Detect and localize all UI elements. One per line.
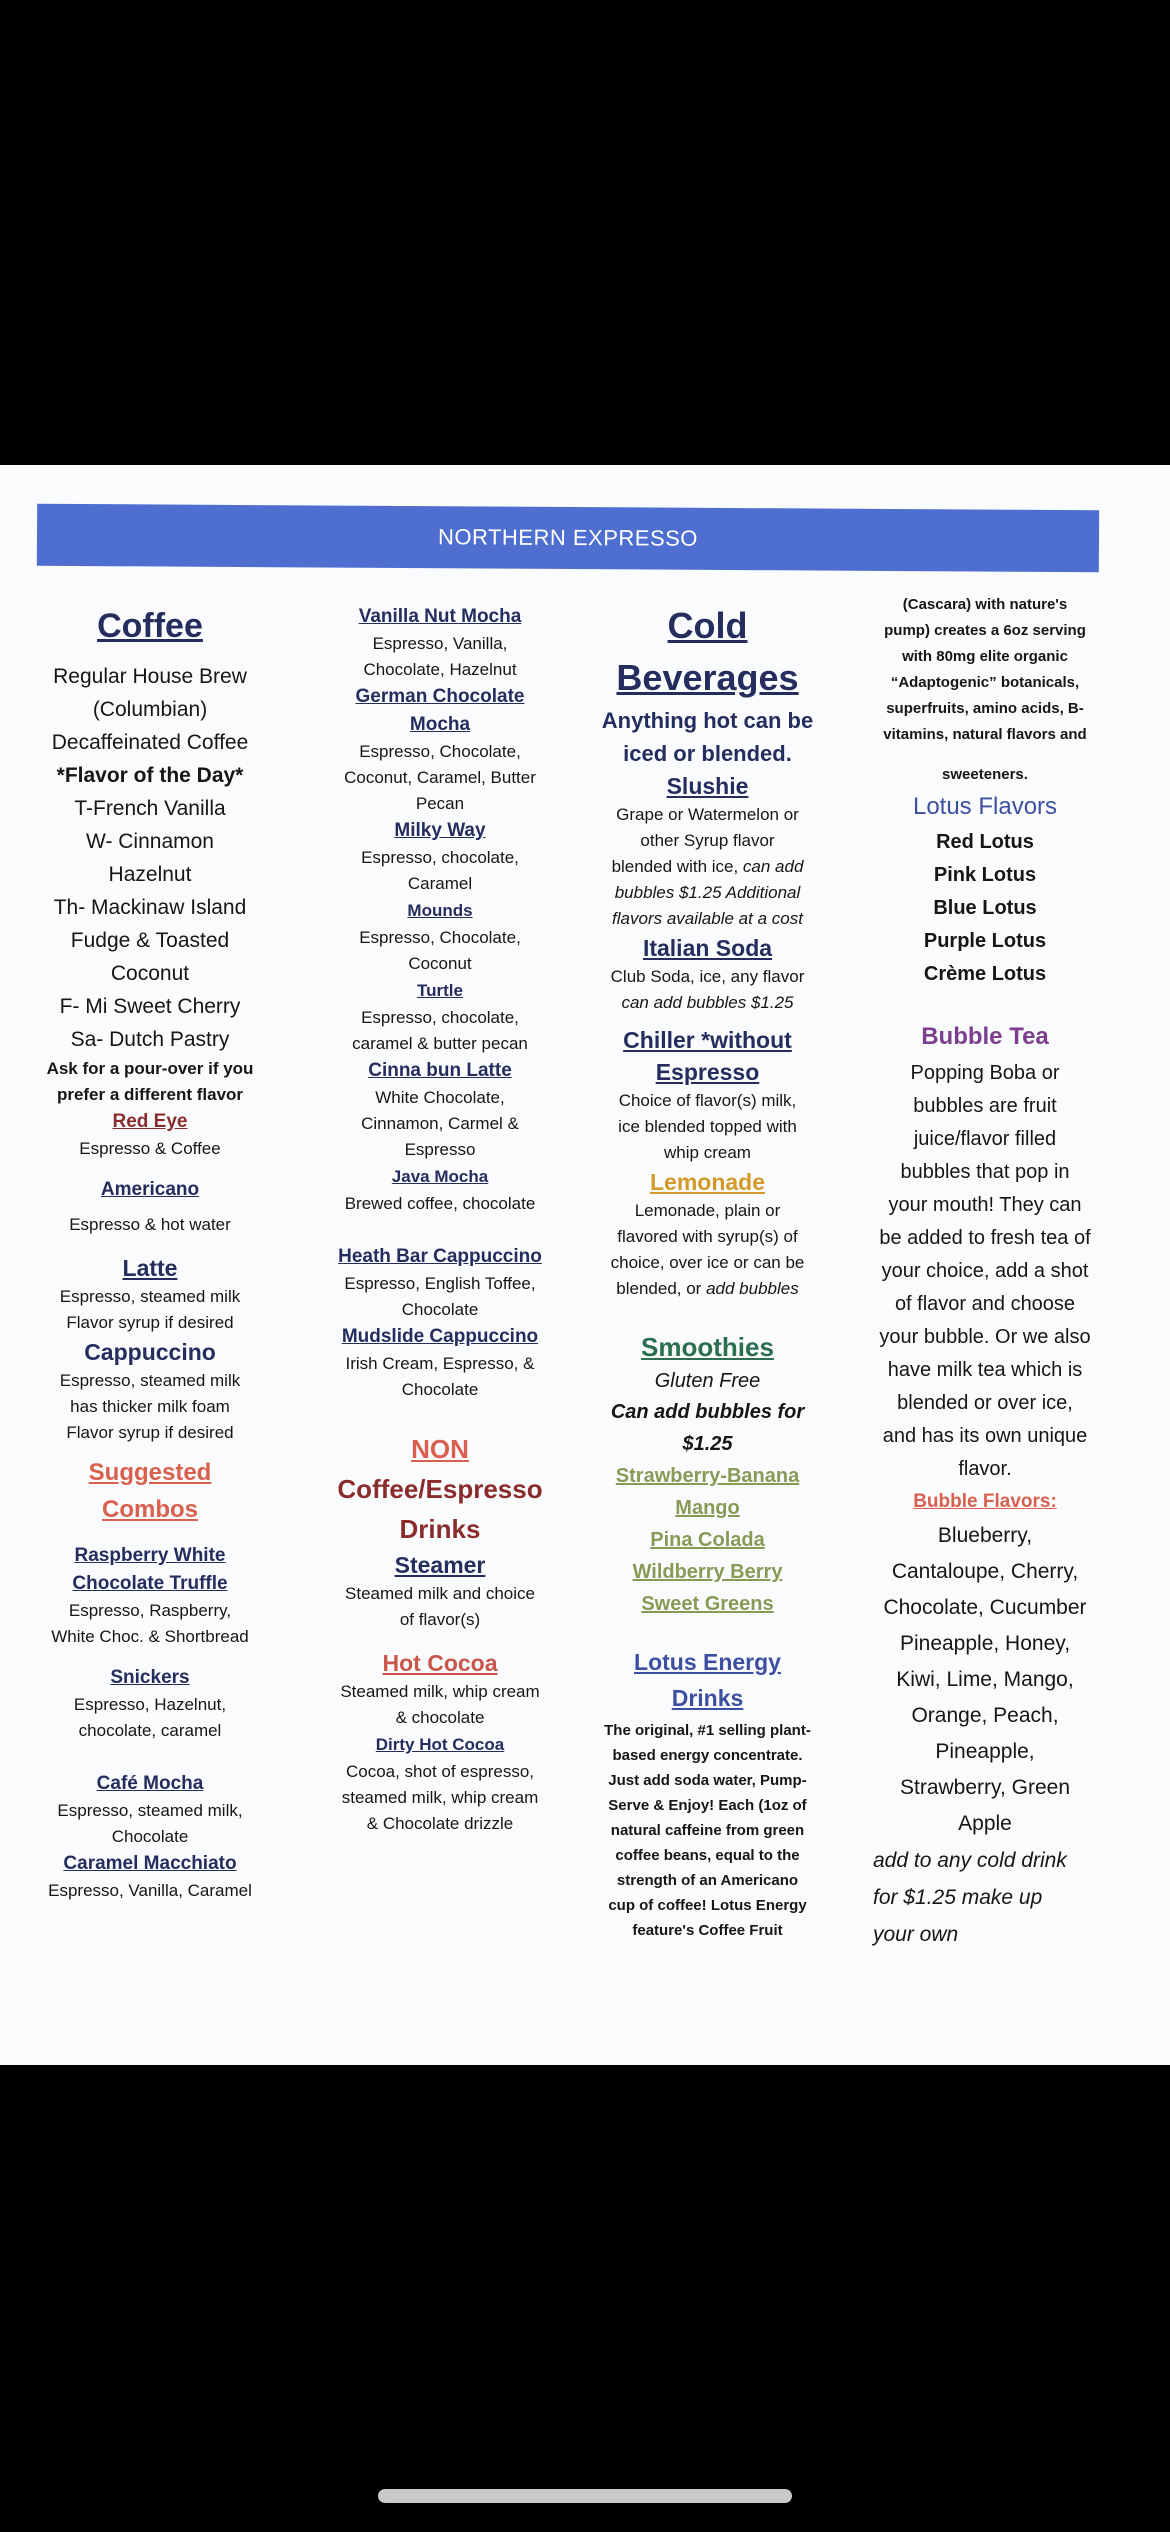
coffee-item: T-French Vanilla	[74, 797, 226, 820]
combos-heading: Combos	[102, 1496, 198, 1523]
item-desc: Brewed coffee, chocolate	[344, 1194, 536, 1213]
coffee-item: F- Mi Sweet Cherry	[59, 995, 241, 1018]
item-desc: Irish Cream, Espresso, &	[345, 1354, 535, 1373]
coffee-item: Sa- Dutch Pastry	[70, 1028, 230, 1051]
item-desc-part: blended with ice,	[611, 857, 739, 876]
column-lotus-bubble-tea	[865, 592, 1105, 1953]
bubble-flavor: Pineapple,	[935, 1740, 1035, 1763]
lotus-desc: Just add soda water, Pump-	[608, 1772, 807, 1789]
item-desc: caramel & butter pecan	[352, 1034, 528, 1053]
lotus-desc: feature's Coffee Fruit	[632, 1922, 783, 1939]
bubble-desc: have milk tea which is	[887, 1359, 1083, 1381]
bubble-desc: bubbles that pop in	[900, 1161, 1070, 1183]
bubble-desc: be added to fresh tea of	[879, 1227, 1091, 1249]
coffee-item: Decaffeinated Coffee	[51, 731, 249, 754]
non-coffee-heading: Coffee/Espresso	[337, 1474, 543, 1504]
smoothies-note: $1.25	[682, 1433, 733, 1455]
item-desc: Espresso, Hazelnut,	[73, 1695, 227, 1714]
item-desc: bubbles $1.25 Additional	[614, 883, 801, 902]
item-desc: Espresso, English Toffee,	[344, 1274, 536, 1293]
lotus-desc: natural caffeine from green	[610, 1822, 805, 1839]
item-title: German Chocolate	[355, 686, 525, 707]
item-title: Vanilla Nut Mocha	[358, 606, 522, 627]
item-title: Steamer	[394, 1552, 486, 1578]
coffee-item: W- Cinnamon	[86, 830, 214, 853]
bubble-desc: your mouth! They can	[888, 1194, 1082, 1216]
item-title: Snickers	[110, 1667, 190, 1688]
lotus-heading: Lotus Energy	[634, 1649, 781, 1675]
item-desc: Pecan	[415, 794, 465, 813]
cascara-desc: sweeteners.	[942, 766, 1028, 783]
item-desc: Choice of flavor(s) milk,	[618, 1091, 797, 1110]
lotus-flavor: Purple Lotus	[923, 930, 1047, 952]
bubble-flavor: Pineapple, Honey,	[899, 1632, 1071, 1655]
cascara-desc: “Adaptogenic” botanicals,	[890, 674, 1080, 691]
cold-subheading: Anything hot can be	[601, 708, 814, 733]
item-desc: Flavor syrup if desired	[66, 1313, 234, 1332]
combos-heading: Suggested	[88, 1459, 212, 1486]
item-desc: Espresso, chocolate,	[361, 1008, 519, 1027]
item-desc: & chocolate	[395, 1708, 485, 1727]
bubble-flavors-heading: Bubble Flavors:	[913, 1491, 1057, 1512]
lotus-desc: The original, #1 selling plant-	[604, 1722, 811, 1739]
item-title: Caramel Macchiato	[63, 1853, 237, 1874]
bubble-flavor: Apple	[958, 1812, 1012, 1835]
item-desc: Espresso, Raspberry,	[68, 1601, 232, 1620]
item-desc: whip cream	[664, 1143, 751, 1162]
coffee-heading: Coffee	[97, 607, 203, 645]
coffee-item: *Flavor of the Day*	[56, 764, 244, 787]
item-title: Lemonade	[649, 1169, 766, 1195]
cold-heading: Cold	[667, 605, 748, 646]
item-title: Heath Bar Cappuccino	[338, 1246, 542, 1267]
cascara-desc: pump) creates a 6oz serving	[884, 622, 1086, 639]
lotus-desc: strength of an Americano	[616, 1872, 799, 1889]
item-desc: ice blended topped with	[618, 1117, 797, 1136]
bubble-desc: and has its own unique	[882, 1425, 1088, 1447]
item-title: Mudslide Cappuccino	[341, 1326, 539, 1347]
item-desc: Chocolate	[401, 1380, 479, 1399]
bubble-desc: your bubble. Or we also	[879, 1326, 1091, 1348]
item-desc: Steamed milk, whip cream	[340, 1682, 540, 1701]
item-desc: Espresso & Coffee	[79, 1139, 221, 1158]
item-title: Slushie	[666, 773, 749, 799]
item-title: Chiller *without	[623, 1027, 792, 1053]
cascara-desc: vitamins, natural flavors and	[883, 726, 1087, 743]
cold-heading: Beverages	[616, 657, 799, 698]
item-title: Italian Soda	[642, 935, 773, 961]
item-desc: Chocolate, Hazelnut	[363, 660, 517, 679]
bubble-desc: Popping Boba or	[910, 1062, 1060, 1084]
coffee-item: Hazelnut	[108, 863, 192, 886]
bubble-flavor: Cantaloupe, Cherry,	[891, 1560, 1079, 1583]
item-desc: flavors available at a cost	[612, 909, 803, 928]
item-desc: Espresso, steamed milk	[59, 1287, 241, 1306]
item-desc: can add bubbles $1.25	[621, 993, 794, 1012]
bubble-desc: bubbles are fruit	[913, 1095, 1057, 1117]
item-desc: White Chocolate,	[375, 1088, 505, 1107]
item-desc: Espresso, chocolate,	[361, 848, 519, 867]
item-desc: Chocolate	[401, 1300, 479, 1319]
item-desc: choice, over ice or can be	[610, 1253, 805, 1272]
smoothie-flavor: Strawberry-Banana	[615, 1465, 800, 1487]
lotus-desc: coffee beans, equal to the	[615, 1847, 800, 1864]
item-desc: Cocoa, shot of espresso,	[345, 1762, 535, 1781]
item-desc	[590, 1276, 825, 1302]
bubble-flavor: Blueberry,	[937, 1524, 1033, 1547]
pour-over-note: Ask for a pour-over if you	[46, 1059, 254, 1078]
pour-over-note: prefer a different flavor	[56, 1085, 244, 1104]
item-title: Latte	[122, 1255, 178, 1281]
bubble-flavor: Strawberry, Green	[900, 1776, 1070, 1799]
lotus-heading: Drinks	[671, 1685, 744, 1711]
item-desc: Espresso	[404, 1140, 476, 1159]
smoothie-flavor: Mango	[675, 1497, 740, 1519]
item-title: Mounds	[407, 901, 473, 920]
item-desc: Flavor syrup if desired	[66, 1423, 234, 1442]
item-title: Raspberry White	[74, 1545, 226, 1566]
item-desc: Espresso & hot water	[69, 1215, 231, 1234]
column-cold-beverages	[590, 600, 825, 1943]
coffee-item: Regular House Brew	[53, 665, 247, 688]
item-title: Café Mocha	[96, 1773, 204, 1794]
item-desc: White Choc. & Shortbread	[51, 1627, 249, 1646]
item-title: Espresso	[655, 1059, 760, 1085]
item-desc: chocolate, caramel	[78, 1721, 222, 1740]
item-desc: Espresso, Chocolate,	[359, 742, 521, 761]
bubble-desc: of flavor and choose	[894, 1293, 1076, 1315]
cascara-desc: (Cascara) with nature's	[902, 596, 1068, 613]
item-desc: Coconut, Caramel, Butter	[344, 768, 536, 787]
smoothie-flavor: Wildberry Berry	[632, 1561, 783, 1583]
home-indicator[interactable]	[378, 2489, 792, 2503]
smoothies-heading: Smoothies	[641, 1332, 774, 1362]
bubble-desc: juice/flavor filled	[913, 1128, 1057, 1150]
item-desc: flavored with syrup(s) of	[617, 1227, 798, 1246]
item-desc: Cinnamon, Carmel &	[361, 1114, 519, 1133]
item-desc: Lemonade, plain or	[634, 1201, 781, 1220]
item-desc: of flavor(s)	[399, 1610, 481, 1629]
smoothie-flavor: Pina Colada	[650, 1529, 765, 1551]
bubble-tea-heading: Bubble Tea	[921, 1023, 1049, 1050]
lotus-desc: based energy concentrate.	[612, 1747, 803, 1764]
lotus-flavor: Blue Lotus	[933, 897, 1037, 919]
bubble-desc: blended or over ice,	[897, 1392, 1073, 1414]
item-title: Milky Way	[394, 820, 486, 841]
item-desc: other Syrup flavor	[640, 831, 775, 850]
item-title: Americano	[100, 1179, 200, 1200]
lotus-desc: cup of coffee! Lotus Energy	[608, 1897, 807, 1914]
item-title: Hot Cocoa	[382, 1650, 498, 1676]
item-desc	[590, 854, 825, 880]
column-mochas	[320, 603, 560, 1837]
item-desc: Caramel	[407, 874, 473, 893]
item-title: Turtle	[417, 981, 463, 1000]
bubble-flavor: Orange, Peach,	[911, 1704, 1059, 1727]
menu-page	[0, 465, 1170, 2065]
item-title: Cinna bun Latte	[368, 1060, 512, 1081]
cascara-desc: with 80mg elite organic	[902, 648, 1068, 665]
add-note: add to any cold drink	[873, 1849, 1067, 1872]
item-desc: & Chocolate drizzle	[366, 1814, 514, 1833]
coffee-item: (Columbian)	[92, 698, 208, 721]
coffee-item: Th- Mackinaw Island	[53, 896, 247, 919]
item-title: Java Mocha	[391, 1167, 489, 1186]
lotus-flavors-heading: Lotus Flavors	[912, 793, 1058, 820]
coffee-item: Coconut	[110, 962, 190, 985]
item-title: Chocolate Truffle	[72, 1573, 228, 1594]
lotus-flavor: Crème Lotus	[923, 963, 1047, 985]
lotus-desc: Serve & Enjoy! Each (1oz of	[608, 1797, 807, 1814]
non-coffee-heading: NON	[411, 1434, 469, 1464]
item-desc: has thicker milk foam	[70, 1397, 230, 1416]
cold-subheading: iced or blended.	[623, 741, 792, 766]
smoothies-note: Can add bubbles for	[610, 1401, 805, 1423]
menu-banner: NORTHERN EXPRESSO	[37, 504, 1099, 572]
item-title: Dirty Hot Cocoa	[375, 1735, 505, 1754]
non-coffee-heading: Drinks	[399, 1514, 481, 1544]
item-desc: Coconut	[408, 954, 472, 973]
item-desc: Espresso, steamed milk,	[57, 1801, 243, 1820]
add-note: your own	[873, 1923, 959, 1946]
cascara-desc: superfruits, amino acids, B-	[886, 700, 1084, 717]
bubble-flavor: Kiwi, Lime, Mango,	[896, 1668, 1074, 1691]
item-desc: Steamed milk and choice	[345, 1584, 535, 1603]
coffee-item: Fudge & Toasted	[70, 929, 230, 952]
item-desc-part: can add	[738, 857, 804, 876]
column-coffee	[30, 600, 270, 1904]
item-desc: steamed milk, whip cream	[341, 1788, 539, 1807]
item-title: Mocha	[409, 714, 471, 735]
bubble-desc: flavor.	[958, 1458, 1012, 1480]
item-desc: Espresso, Vanilla, Caramel	[48, 1881, 252, 1900]
item-title: Red Eye	[112, 1111, 188, 1132]
item-desc: Espresso, Chocolate,	[359, 928, 521, 947]
add-note: for $1.25 make up	[873, 1886, 1043, 1909]
lotus-flavor: Red Lotus	[936, 831, 1034, 853]
smoothie-flavor: Sweet Greens	[641, 1593, 774, 1615]
item-desc: Espresso, Vanilla,	[372, 634, 508, 653]
item-desc-part: blended, or	[616, 1279, 702, 1298]
item-desc: Espresso, steamed milk	[59, 1371, 241, 1390]
smoothies-subheading: Gluten Free	[654, 1370, 761, 1392]
item-desc: Grape or Watermelon or	[616, 805, 799, 824]
item-desc-part: add bubbles	[701, 1279, 799, 1298]
item-desc: Club Soda, ice, any flavor	[610, 967, 805, 986]
item-desc: Chocolate	[111, 1827, 189, 1846]
bubble-flavor: Chocolate, Cucumber	[883, 1596, 1087, 1619]
item-title: Cappuccino	[84, 1339, 216, 1365]
lotus-flavor: Pink Lotus	[933, 864, 1037, 886]
bubble-desc: your choice, add a shot	[881, 1260, 1089, 1282]
